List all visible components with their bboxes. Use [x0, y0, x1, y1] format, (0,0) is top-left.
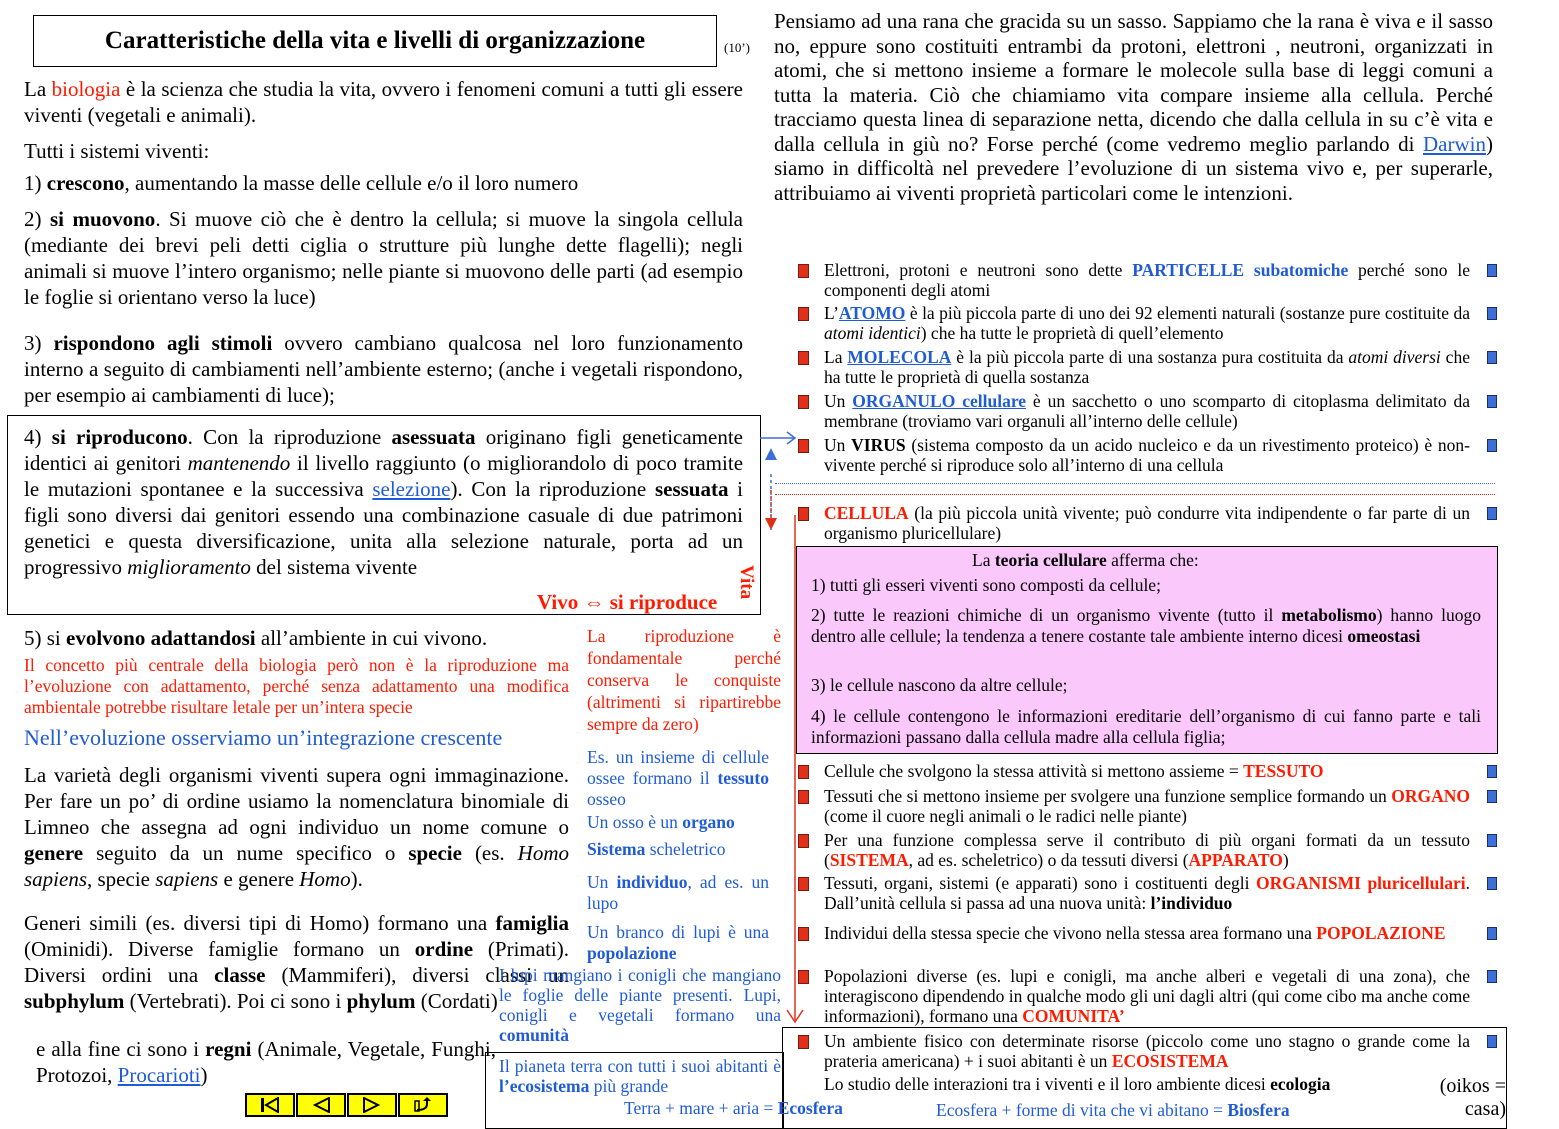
bullet-red [798, 264, 809, 278]
life-separator-red [775, 494, 1495, 495]
list-item-stimoli: 3) rispondono agli stimoli ovvero cambiano qualcosa nel loro funzionamento interno a seguito di cambiamenti nell’ambiente esterno; (anche i vegetali rispondono, per esempio ai cambiamenti di luce); [24, 331, 743, 407]
bullet-blue-button[interactable] [1487, 790, 1497, 803]
return-button[interactable] [398, 1093, 448, 1117]
darwin-link[interactable]: Darwin [1423, 131, 1486, 156]
list-item-crescono: 1) crescono, aumentando la masse delle cellule e/o il loro numero [24, 171, 579, 195]
bullet-red [798, 834, 809, 848]
oikos-note: (oikos = casa) [1439, 1075, 1506, 1120]
molecola-link[interactable]: MOLECOLA [847, 347, 952, 367]
bullet-blue-button[interactable] [1487, 351, 1497, 364]
ecology-line: Lo studio delle interazioni tra i viventi e il loro ambiente dicesi ecologia [824, 1074, 1331, 1094]
prev-icon [309, 1097, 333, 1113]
duration: (10’) [724, 40, 750, 55]
first-button[interactable] [245, 1093, 295, 1117]
biologia-link[interactable]: biologia [51, 77, 121, 101]
taxonomy-paragraph: La varietà degli organismi viventi supera ogni immaginazione. Per fare un po’ di ordine usiamo la nomenclatura binomiale di Limneo che assegna ad ogni individuo un nome comune o genere seguito da un nume specifico o specie (es. Homo sapiens, specie sapiens e genere Homo). [24, 763, 569, 891]
cell-theory-3: 3) le cellule nascono da altre cellule; [811, 675, 1068, 695]
example-organo: Un osso è un organo [587, 812, 735, 832]
vita-label: Vita [736, 565, 757, 600]
ecosfera-line: Terra + mare + aria = Ecosfera [624, 1098, 843, 1118]
taxonomy-ranks: Generi simili (es. diversi tipi di Homo) formano una famiglia (Ominidi). Diverse famiglie formano un ordine (Primati). Diversi ordini una classe (Mammiferi), diversi classi un subphylum (Vertebrati). Poi ci sono i phylum (Cordati) [24, 911, 569, 1013]
example-ecosistema: Il pianeta terra con tutti i suoi abitanti è l’ecosistema più grande [499, 1056, 781, 1096]
bullet-red [798, 927, 809, 941]
page-title: Caratteristiche della vita e livelli di organizzazione [104, 27, 646, 54]
bullet-red [798, 790, 809, 804]
list-item-riproducono: 4) si riproducono. Con la riproduzione asessuata originano figli geneticamente identici ai genitori mantenendo il livello raggiunto (o migliorandolo di poco tramite le mutazioni spontanee e la successiva selezione). Con la riproduzione sessuata i figli sono diversi dai genitori essendo una combinazione casuale di due patrimoni genetici e questa diversificazione, unita alla selezione naturale, porta ad un progressivo miglioramento del sistema vivente [24, 425, 744, 579]
atomo-link[interactable]: ATOMO [838, 303, 906, 323]
example-popolazione: Un branco di lupi è una popolazione [587, 922, 769, 963]
cell-theory-heading: La teoria cellulare afferma che: [972, 550, 1199, 570]
example-individuo: Un individuo, ad es. un lupo [587, 872, 769, 913]
bullet-blue-button[interactable] [1487, 264, 1497, 277]
bullet-blue-button[interactable] [1487, 970, 1497, 983]
prev-button[interactable] [296, 1093, 346, 1117]
biosfera-line: Ecosfera + forme di vita che vi abitano = Biosfera [936, 1100, 1290, 1120]
cell-theory-4: 4) le cellule contengono le informazioni ereditarie dell’organismo di cui fanno parte e tali informazioni passano dalla cellula madre alla cellula figlia; [811, 706, 1481, 747]
bullet-red [798, 877, 809, 891]
bullet-blue-button[interactable] [1487, 439, 1497, 452]
taxonomy-kingdoms: e alla fine ci sono i regni (Animale, Vegetale, Funghi, Protozoi, Procarioti) [36, 1037, 496, 1087]
example-sistema: Sistema scheletrico [587, 839, 726, 859]
bullet-red [798, 1035, 809, 1049]
intro-paragraph: La biologia è la scienza che studia la vita, ovvero i fenomeni comuni a tutti gli essere viventi (vegetali e animali). [24, 77, 743, 127]
bullet-blue-button[interactable] [1487, 765, 1497, 778]
next-button[interactable] [347, 1093, 397, 1117]
integration-note: Nell’evoluzione osserviamo un’integrazione crescente [24, 725, 503, 750]
list-item-muovono: 2) si muovono. Si muove ciò che è dentro la cellula; si muove la singola cellula (mediante dei brevi peli detti ciglia o strutture più lunghe dette flagelli); negli animali si muove l’intero organismo; nelle piante si muovono delle parti (ad esempio le foglie si orientano verso la luce) [24, 207, 744, 309]
reproduction-note: La riproduzione è fondamentale perché conserva le conquiste (altrimenti si ripartirebbe sempre da zero) [587, 626, 781, 734]
next-icon [360, 1097, 384, 1113]
intro-lead: Tutti i sistemi viventi: [24, 139, 210, 163]
bullet-red [798, 351, 809, 365]
bullet-red [798, 307, 809, 321]
organulo-link[interactable]: ORGANULO cellulare [852, 391, 1027, 411]
procarioti-link[interactable]: Procarioti [117, 1063, 201, 1087]
bullet-blue-button[interactable] [1487, 1035, 1497, 1048]
example-tessuto: Es. un insieme di cellule ossee formano il tessuto osseo [587, 747, 769, 809]
return-icon [411, 1097, 435, 1113]
bullet-blue-button[interactable] [1487, 927, 1497, 940]
selezione-link[interactable]: selezione [372, 477, 451, 501]
vivo-label: Vivo ⇔ si riproduce [537, 590, 718, 614]
life-separator [775, 483, 1495, 484]
bullet-red [798, 970, 809, 984]
bullet-blue-button[interactable] [1487, 395, 1497, 408]
bullet-blue-button[interactable] [1487, 307, 1497, 320]
first-icon [258, 1097, 282, 1113]
frog-paragraph: Pensiamo ad una rana che gracida su un sasso. Sappiamo che la rana è viva e il sasso no, eppure sono costituiti entrambi da protoni, elettroni , neutroni, organizzati in atomi, che si mettono insieme a formare le molecole sulla base di leggi comuni a tutta la materia. Ciò che chiamiamo vita compare insieme alla cellula. Perché tracciamo questa linea di separazione netta, dicendo che dalla cellula in su c’è vita e dalla cellula in giù no? Forse perché (come vedremo meglio parlando di Darwin) siamo in difficoltà nel prevedere l’evoluzione di un sistema vivo e, per superarle, attribuiamo ai viventi proprietà particolari come le intenzioni. [774, 9, 1493, 205]
bullet-blue-button[interactable] [1487, 834, 1497, 847]
evolution-note: Il concetto più centrale della biologia però non è la riproduzione ma l’evoluzione con adattamento, perché senza adattamento una modifica ambientale potrebbe risultare letale per un’intera specie [24, 655, 569, 717]
cell-theory-1: 1) tutti gli esseri viventi sono composti da cellule; [811, 575, 1161, 595]
bullet-red [798, 765, 809, 779]
bullet-blue-button[interactable] [1487, 877, 1497, 890]
list-item-evolvono: 5) si evolvono adattandosi all’ambiente in cui vivono. [24, 626, 488, 650]
example-comunita: I lupi mangiano i conigli che mangiano le foglie delle piante presenti. Lupi, conigli e vegetali formano una comunità [499, 965, 781, 1045]
bullet-blue-button[interactable] [1487, 507, 1497, 520]
cell-theory-2: 2) tutte le reazioni chimiche di un organismo vivente (tutto il metabolismo) hanno luogo dentro alle cellule; la tendenza a tenere costante tale ambiente interno dicesi omeostasi [811, 605, 1481, 646]
bullet-red [798, 395, 809, 409]
